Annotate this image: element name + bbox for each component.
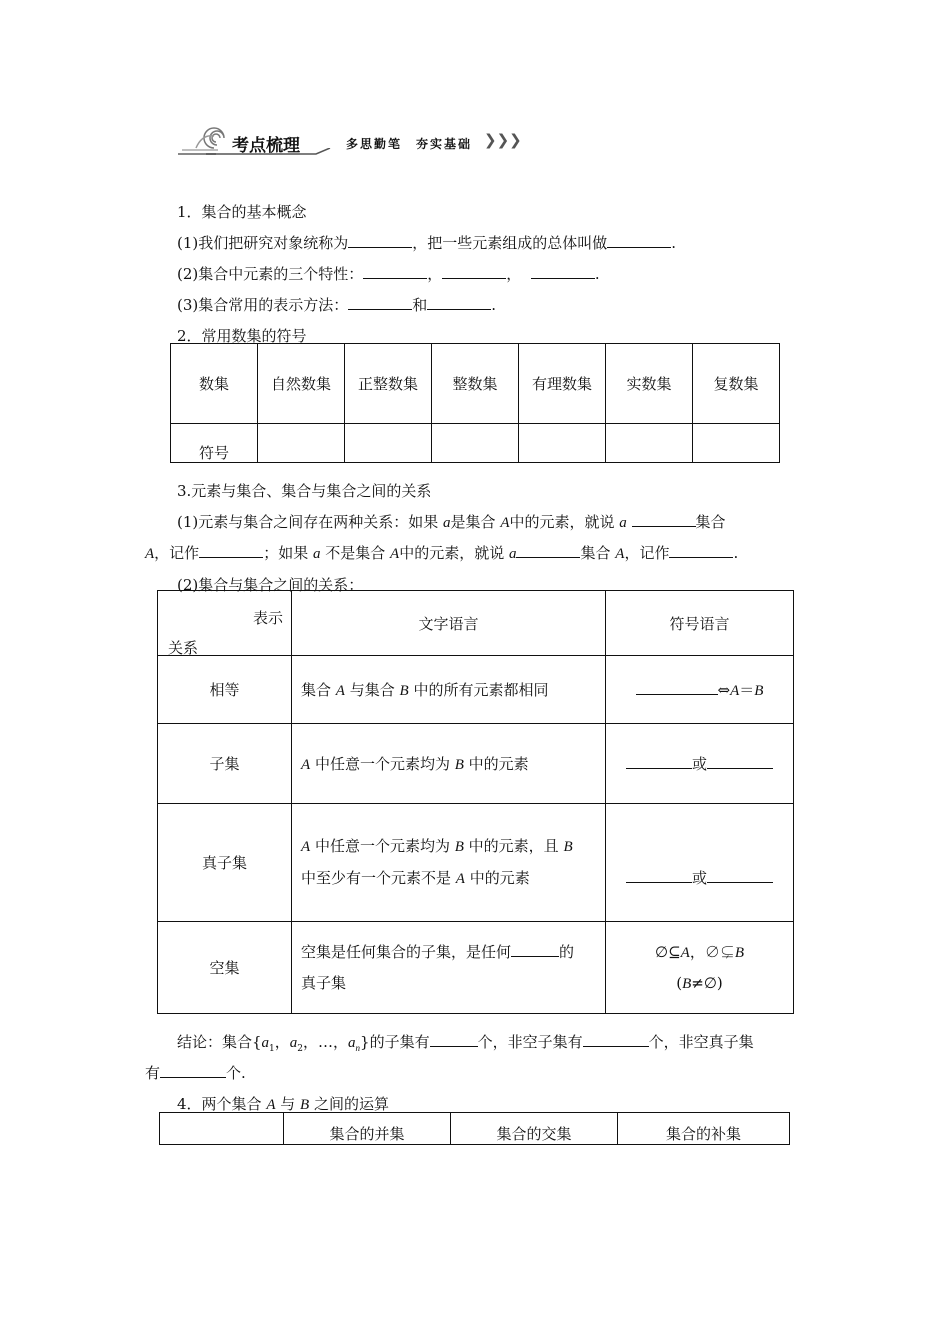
table-cell [693,424,780,463]
set-relation-table [157,590,794,1014]
row-label-cell: 符号 [171,424,258,463]
s3-heading: 3.元素与集合、集合与集合之间的关系 [177,482,432,500]
table-header-cell: 复数集 [693,344,780,424]
corner-cell: 表示 关系 [158,591,292,656]
header-subtitle: 多思勤笔 夯实基础 [346,137,473,151]
table-header-cell: 有理数集 [519,344,606,424]
relation-text: A 中任意一个元素均为 B 中的元素 [292,724,606,804]
relation-name: 空集 [158,922,292,1014]
s1-line2: (2)集合中元素的三个特性： ， ， . [177,265,600,283]
s1-line3: (3)集合常用的表示方法： 和 . [177,296,497,314]
header-underline [206,148,346,158]
table-header-cell: 自然数集 [258,344,345,424]
table-cell [519,424,606,463]
relation-text: 空集是任何集合的子集，是任何 的 真子集 [292,922,606,1014]
relation-symbol: ⇔A＝B [606,656,794,724]
s2-heading: 2．常用数集的符号 [177,327,307,345]
op-header-cell: 集合的交集 [451,1113,618,1145]
s3-para1-line1: (1)元素与集合之间存在两种关系：如果 a是集合 A中的元素，就说 a 集合 [177,513,726,531]
table-cell [432,424,519,463]
relation-name: 相等 [158,656,292,724]
s3-para1-line2: A，记作 ；如果 a 不是集合 A中的元素，就说 a 集合 A，记作 . [145,544,739,562]
relation-symbol: 或 [606,804,794,922]
col-header-text: 文字语言 [292,591,606,656]
relation-text: A 中任意一个元素均为 B 中的元素，且 B 中至少有一个元素不是 A 中的元素 [292,804,606,922]
set-operation-table [159,1112,790,1145]
op-header-cell: 集合的补集 [618,1113,790,1145]
table-header-cell: 整数集 [432,344,519,424]
chevrons-icon: ❯❯❯ [484,131,522,149]
s4-heading: 4．两个集合 A 与 B 之间的运算 [177,1095,389,1113]
table-header-cell: 数集 [171,344,258,424]
relation-name: 子集 [158,724,292,804]
conclusion-line2: 有 个. [145,1064,246,1082]
s1-heading: 1．集合的基本概念 [177,203,307,221]
relation-symbol: 或 [606,724,794,804]
section-header [176,122,536,158]
table-cell [258,424,345,463]
op-header-cell [160,1113,284,1145]
col-header-symbol: 符号语言 [606,591,794,656]
header-title: 考点梳理 [232,136,300,156]
relation-symbol: ∅⊆A，∅⊊B (B≠∅) [606,922,794,1014]
op-header-cell: 集合的并集 [284,1113,451,1145]
relation-name: 真子集 [158,804,292,922]
conclusion-line1: 结论：集合{$a_1$，$a_2$，…，$a_n$}的子集有 个，非空子集有 个，非空真子集 [177,1033,754,1054]
table-header-cell: 实数集 [606,344,693,424]
table-cell [606,424,693,463]
relation-text: 集合 A 与集合 B 中的所有元素都相同 [292,656,606,724]
table-header-cell: 正整数集 [345,344,432,424]
table-cell [345,424,432,463]
number-set-table [170,343,780,463]
s1-line1: (1)我们把研究对象统称为 ，把一些元素组成的总体叫做 . [177,234,677,252]
s3-subheading: (2)集合与集合之间的关系： [177,576,364,594]
